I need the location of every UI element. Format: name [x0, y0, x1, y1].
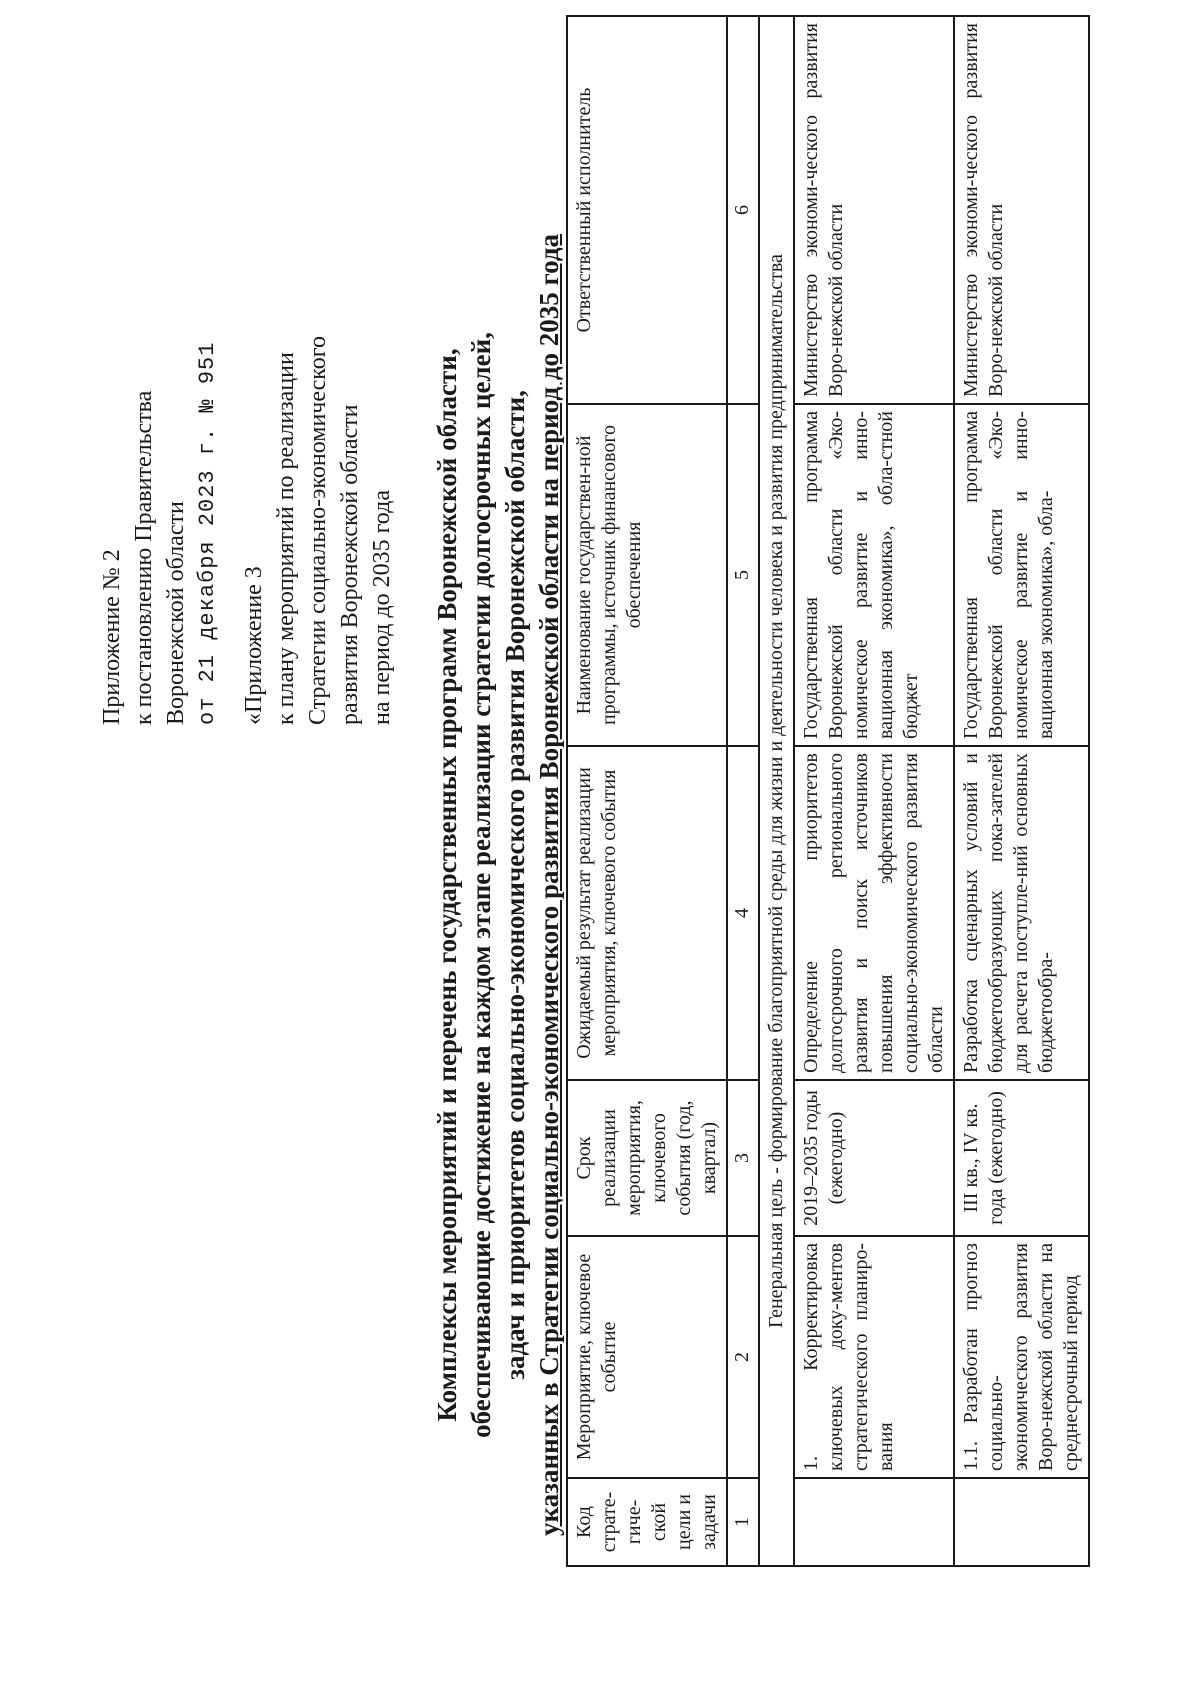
title-line: указанных в Стратегии социально-экономического развития Воронежской области на период до 2035 года: [534, 234, 564, 1536]
measures-table: [566, 15, 1090, 1567]
title-line: Комплексы мероприятий и перечень государственных программ Воронежской области,: [432, 348, 462, 1422]
title-line: задач и приоритетов социально-экономического развития Воронежской области,: [500, 390, 530, 1380]
appendix-header: [96, 25, 398, 725]
general-goal-cell: Генеральная цель - формирование благоприятной среды для жизни и деятельности человека и развития предпринимательства: [759, 16, 794, 1566]
cell-code: [954, 1478, 1089, 1566]
cell-program: Государственная программа Воронежской области «Эко-номическое развитие и инно-вационная экономика», обла-стной бюджет: [794, 404, 954, 746]
cell-term: III кв., IV кв. года (ежегодно): [954, 1080, 1089, 1236]
header-line: к постановлению Правительства: [131, 390, 157, 725]
header-cell-event: Мероприятие, ключевое событие: [567, 1236, 727, 1478]
column-number: 4: [727, 746, 759, 1080]
header-cell-program: Наименование государствен-ной программы, источник финансового обеспечения: [567, 404, 727, 746]
column-number: 1: [727, 1478, 759, 1566]
column-number: 2: [727, 1236, 759, 1478]
header-cell-term: Срок реализации мероприятия, ключевого события (год, квартал): [567, 1080, 727, 1236]
header-line: на период до 2035 года: [369, 490, 395, 725]
header-line: к плану мероприятий по реализации: [273, 352, 299, 725]
cell-event: 1.1. Разработан прогноз социально-экономического развития Воро-нежской области на среднесрочный период: [954, 1236, 1089, 1478]
table-row: [954, 16, 1089, 1566]
document-title: [430, 225, 566, 1545]
header-line: Воронежской области: [163, 501, 189, 725]
cell-executor: Министерство экономи-ческого развития Воро-нежской области: [794, 16, 954, 404]
general-goal-row: [759, 16, 794, 1566]
cell-result: Определение приоритетов долгосрочного регионального развития и поиск источников повышения эффективности социально-экономического развития области: [794, 746, 954, 1080]
cell-result: Разработка сценарных условий и бюджетообразующих пока-зателей для расчета поступле-ний основных бюджетообра-: [954, 746, 1089, 1080]
header-cell-result: Ожидаемый результат реализации мероприятия, ключевого события: [567, 746, 727, 1080]
column-number-row: [727, 16, 759, 1566]
header-line: «Приложение 3: [241, 566, 267, 725]
header-cell-executor: Ответственный исполнитель: [567, 16, 727, 404]
title-line: обеспечивающие достижение на каждом этапе реализации стратегии долгосрочных целей,: [466, 332, 496, 1438]
cell-program: Государственная программа Воронежской области «Эко-номическое развитие и инно-вационная экономика», обла-: [954, 404, 1089, 746]
header-cell-code: Код страте-гиче-ской цели и задачи: [567, 1478, 727, 1566]
column-number: 3: [727, 1080, 759, 1236]
cell-event: 1. Корректировка ключевых доку-ментов стратегического планиро-вания: [794, 1236, 954, 1478]
cell-term: 2019–2035 годы (ежегодно): [794, 1080, 954, 1236]
cell-code: [794, 1478, 954, 1566]
column-number: 6: [727, 16, 759, 404]
table-header-row: [567, 16, 727, 1566]
header-line: Приложение № 2: [99, 549, 125, 725]
cell-executor: Министерство экономи-ческого развития Воро-нежской области: [954, 16, 1089, 404]
header-line: развития Воронежской области: [337, 404, 363, 725]
header-line: Стратегии социально-экономического: [305, 336, 331, 725]
header-date-line: от 21 декабря 2023 г. № 951: [195, 341, 220, 725]
table-row: [794, 16, 954, 1566]
column-number: 5: [727, 404, 759, 746]
